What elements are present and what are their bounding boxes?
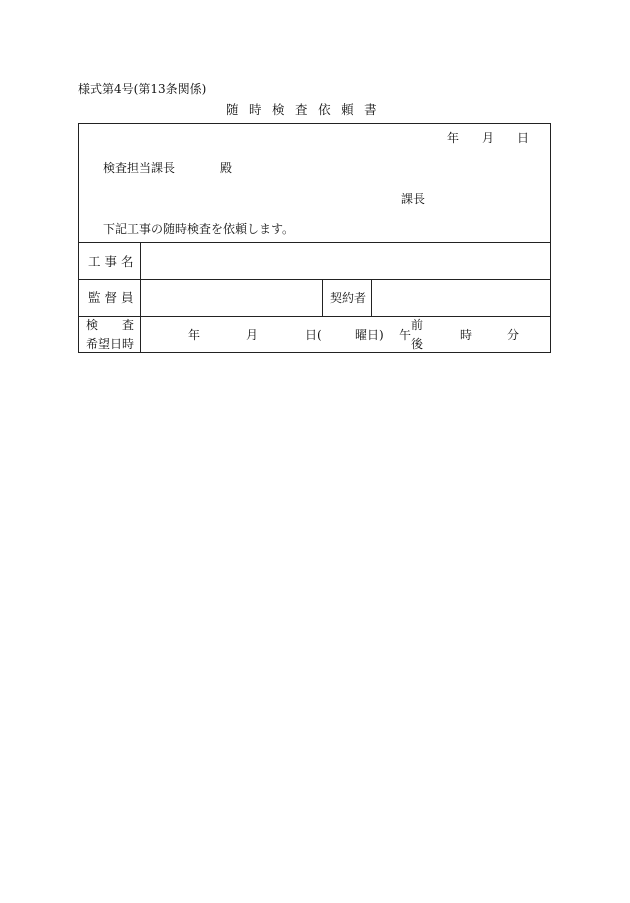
column-divider bbox=[322, 279, 323, 316]
addressee-honorific: 殿 bbox=[220, 161, 233, 175]
row-divider bbox=[79, 242, 550, 243]
inspection-label-line1: 検 査 bbox=[86, 318, 135, 332]
datetime-day-label: 日( bbox=[305, 328, 322, 342]
date-year-label: 年 bbox=[447, 131, 460, 145]
date-day-label: 日 bbox=[517, 131, 530, 145]
title-char: 書 bbox=[364, 102, 377, 117]
datetime-minute-label: 分 bbox=[507, 328, 520, 342]
label-column-divider bbox=[140, 242, 141, 352]
row-divider bbox=[79, 316, 550, 317]
contractor-label: 契約者 bbox=[330, 291, 367, 305]
am-option: 前 bbox=[411, 318, 424, 332]
date-month-label: 月 bbox=[482, 131, 495, 145]
request-statement: 下記工事の随時検査を依頼します。 bbox=[103, 222, 295, 236]
pm-option: 後 bbox=[411, 337, 424, 351]
am-pm-prefix: 午 bbox=[399, 328, 412, 342]
title-char: 頼 bbox=[341, 102, 354, 117]
datetime-year-label: 年 bbox=[188, 328, 201, 342]
inspection-label-line2: 希望日時 bbox=[86, 337, 135, 351]
title-char: 査 bbox=[295, 102, 308, 117]
title-char: 随 bbox=[226, 102, 239, 117]
datetime-weekday-label: 曜日) bbox=[355, 328, 384, 342]
title-char: 検 bbox=[272, 102, 285, 117]
supervisor-label: 監 督 員 bbox=[88, 290, 134, 305]
requester-title: 課長 bbox=[401, 192, 426, 206]
row-divider bbox=[79, 279, 550, 280]
title-char: 時 bbox=[249, 102, 262, 117]
document-title bbox=[226, 100, 387, 118]
datetime-hour-label: 時 bbox=[460, 328, 473, 342]
datetime-month-label: 月 bbox=[246, 328, 259, 342]
project-name-label: 工 事 名 bbox=[88, 254, 134, 269]
addressee-name: 検査担当課長 bbox=[103, 161, 176, 175]
column-divider bbox=[371, 279, 372, 316]
form-reference: 様式第4号(第13条関係) bbox=[78, 82, 207, 96]
title-char: 依 bbox=[318, 102, 331, 117]
request-form-table bbox=[78, 123, 551, 353]
